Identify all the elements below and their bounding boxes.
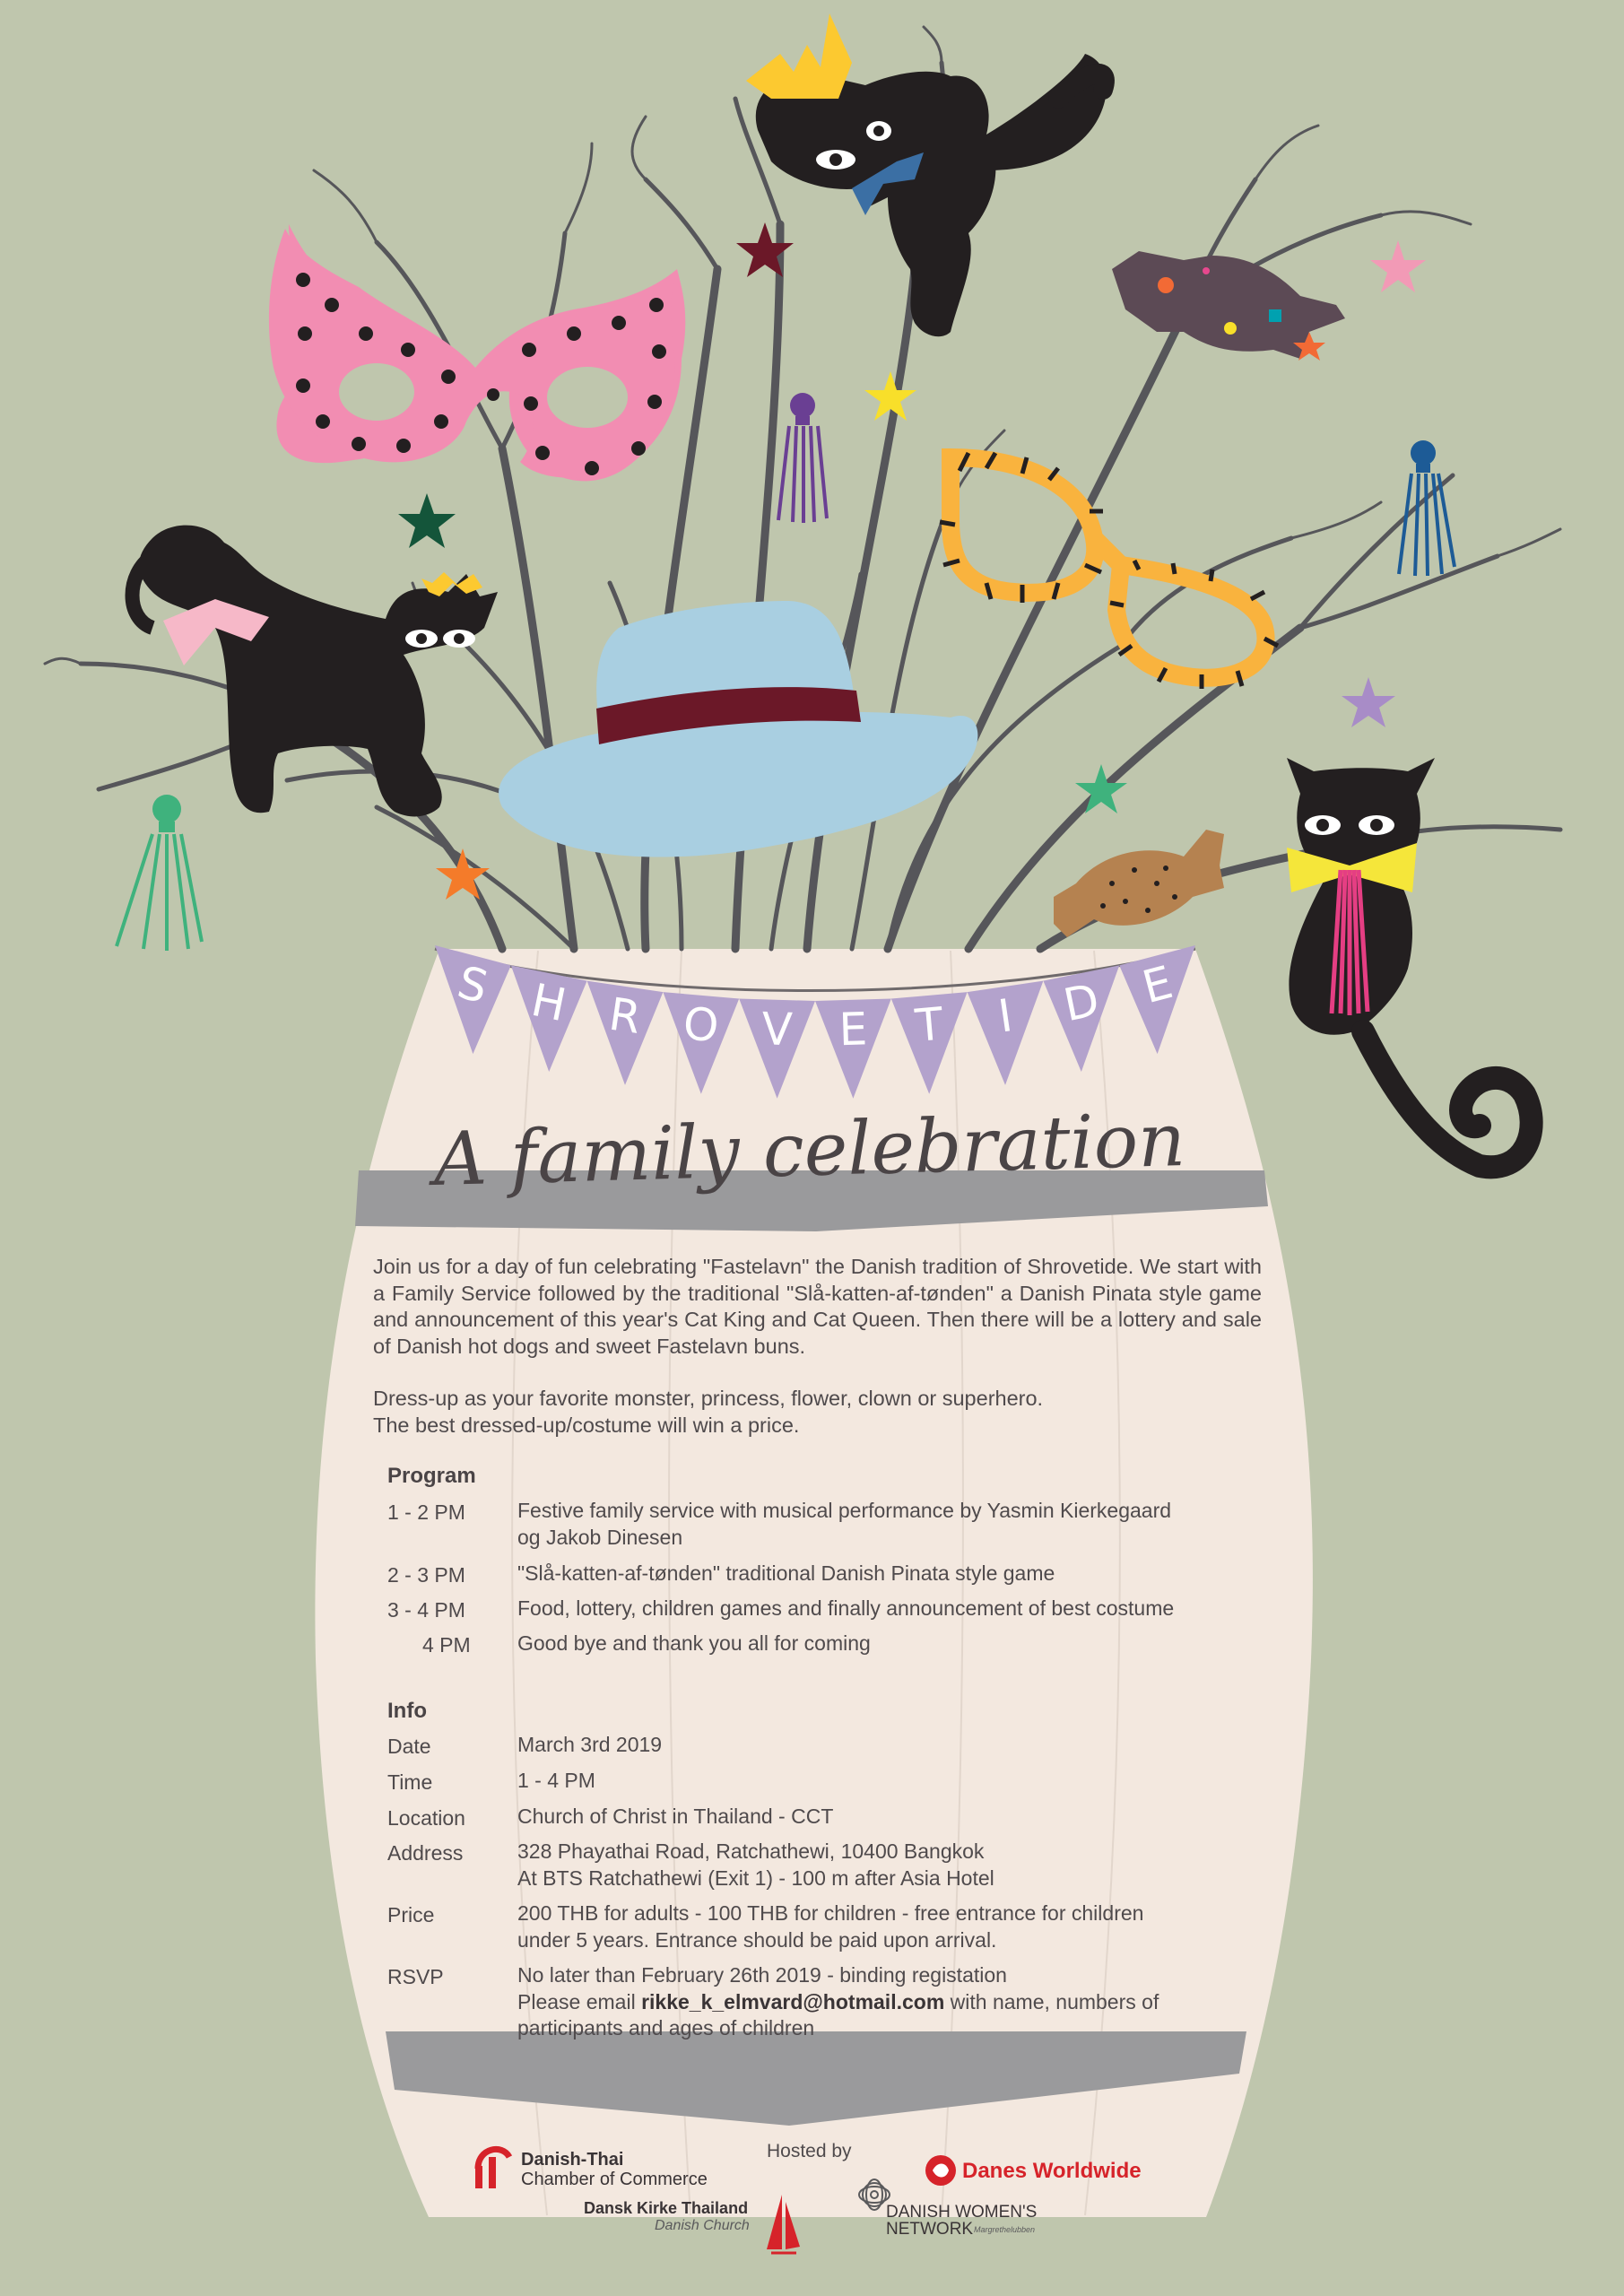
pennant-letter: T: [913, 997, 946, 1053]
program-title: Program: [387, 1464, 476, 1488]
rsvp-email-link[interactable]: rikke_k_elmvard@hotmail.com: [641, 1989, 945, 2013]
dwn-line-1: DANISH WOMEN'S: [886, 2203, 1038, 2222]
pennant-letter: I: [994, 989, 1016, 1043]
dtcc-line-2: Chamber of Commerce: [521, 2170, 708, 2189]
pennant-letter: E: [1137, 956, 1178, 1014]
info-rsvp-line-3: participants and ages of children: [517, 2016, 815, 2039]
program-desc-1-line-1: Festive family service with musical performance by Yasmin Kierkegaard: [517, 1499, 1172, 1522]
info-price-label: Price: [387, 1903, 435, 1926]
intro-paragraph-2-line-1: Dress-up as your favorite monster, princess, flower, clown or superhero.: [373, 1387, 1044, 1410]
info-price-line-2: under 5 years. Entrance should be paid upon arrival.: [517, 1927, 997, 1952]
program-time-1: 1 - 2 PM: [387, 1500, 465, 1524]
info-address-value: [517, 1839, 1235, 1892]
church-line-1: Dansk Kirke Thailand: [584, 2199, 749, 2217]
pennant-letter: H: [526, 973, 571, 1032]
program-desc-3: Food, lottery, children games and finally announcement of best costume: [517, 1596, 1175, 1620]
info-time-label: Time: [387, 1770, 433, 1794]
program-desc-2: "Slå-katten-af-tønden" traditional Danish Pinata style game: [517, 1561, 1055, 1585]
pennant-letter: V: [760, 1003, 794, 1057]
pennant-letter: D: [1059, 973, 1104, 1032]
subtitle: A family celebration: [432, 1098, 1187, 1203]
info-rsvp-value: [517, 1962, 1235, 2042]
info-title: Info: [387, 1699, 427, 1723]
program-time-2: 2 - 3 PM: [387, 1563, 465, 1587]
info-rsvp-line-2: Please email rikke_k_elmvard@hotmail.com with name, numbers of: [517, 1989, 1159, 2013]
church-line-2: Danish Church: [655, 2218, 750, 2233]
info-location-value: Church of Christ in Thailand - CCT: [517, 1805, 834, 1828]
intro-paragraph-1: Join us for a day of fun celebrating "Fastelavn" the Danish tradition of Shrovetide. We start with a Family Service followed by the traditional "Slå-katten-af-tønden" a Danish Pinata style game and announcement of this year's Cat King and Cat Queen. Then there will be a lottery and sale of Danish hot dogs and sweet Fastelavn buns.: [373, 1255, 1262, 1358]
pennant-letter: O: [681, 997, 721, 1053]
dwn-line-2: NETWORK: [886, 2220, 974, 2239]
info-rsvp-line-1: No later than February 26th 2019 - binding registation: [517, 1963, 1007, 1987]
info-date-value: March 3rd 2019: [517, 1733, 663, 1756]
info-location-label: Location: [387, 1806, 465, 1830]
info-time-value: 1 - 4 PM: [517, 1769, 595, 1792]
info-address-line-2: At BTS Ratchathewi (Exit 1) - 100 m after Asia Hotel: [517, 1866, 994, 1890]
info-price-line-1: 200 THB for adults - 100 THB for children - free entrance for children: [517, 1901, 1144, 1925]
dtcc-line-1: Danish-Thai: [521, 2150, 624, 2170]
program-desc-4: Good bye and thank you all for coming: [517, 1631, 871, 1655]
dwn-sub: Margrethelubben: [974, 2225, 1036, 2234]
pennant-letter: E: [838, 1003, 869, 1057]
info-rsvp-label: RSVP: [387, 1965, 444, 1988]
program-desc-1-line-2: og Jakob Dinesen: [517, 1525, 683, 1549]
danes-worldwide: Danes Worldwide: [962, 2159, 1142, 2183]
info-price-value: [517, 1900, 1235, 1953]
info-address-line-1: 328 Phayathai Road, Ratchathewi, 10400 Bangkok: [517, 1839, 985, 1863]
program-time-3: 3 - 4 PM: [387, 1598, 465, 1622]
pennant-letter: R: [605, 987, 645, 1045]
info-address-label: Address: [387, 1841, 464, 1865]
program-desc-1: [517, 1498, 1235, 1551]
program-time-4: 4 PM: [422, 1633, 471, 1657]
info-date-label: Date: [387, 1735, 431, 1758]
intro-text: [373, 1254, 1262, 1439]
pennant-letter: S: [452, 956, 493, 1014]
intro-paragraph-2-line-2: The best dressed-up/costume will win a price.: [373, 1413, 800, 1437]
hosted-by: Hosted by: [767, 2141, 852, 2161]
